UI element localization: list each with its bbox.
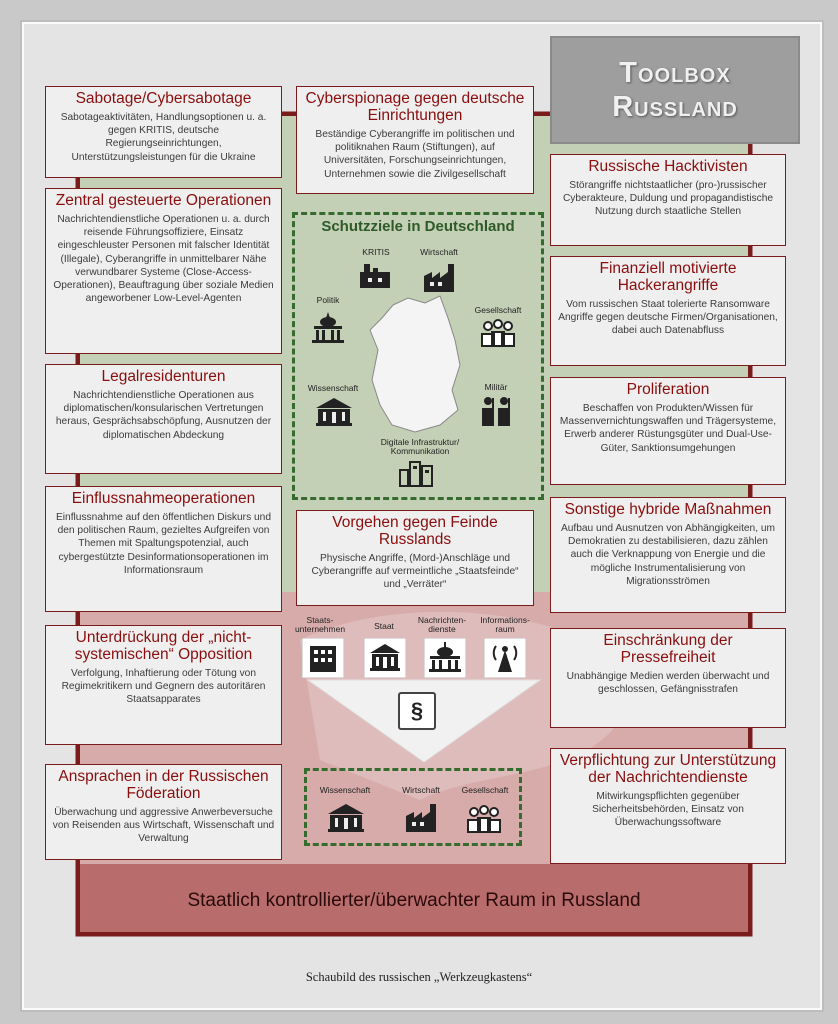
box-vorgehen-feinde <box>296 510 534 606</box>
box-sonstige-hybride <box>550 497 786 613</box>
box-zentral-gesteuert <box>45 188 282 354</box>
box-title: Cyberspionage gegen deutsche Einrichtungen <box>305 90 525 124</box>
box-sabotage <box>45 86 282 178</box>
box-text: Mitwirkungspflichten gegenüber Sicherheitsbehörden, Einsatz von Überwachungssoftware <box>592 791 744 829</box>
box-title: Ansprachen in der Russischen Föderation <box>58 768 269 802</box>
label-target-gesellschaft: Gesellschaft <box>461 785 509 795</box>
box-title: Proliferation <box>626 381 710 398</box>
box-proliferation <box>550 377 786 485</box>
box-title: Verpflichtung zur Unterstützung der Nachrichtendienste <box>559 752 777 786</box>
figure-caption: Schaubild des russischen „Werkzeugkastens“ <box>305 970 533 984</box>
box-text: Einflussnahme auf den öffentlichen Diskurs und den politischen Raum, gezieltes Aufgreifen von Themen mit Spaltungspotenzial, auch cybergestützte Desinformationsoperationen im Informationsraum <box>55 512 271 576</box>
box-legalresidenturen <box>45 364 282 474</box>
target-factory-icon <box>404 800 440 834</box>
box-cyberspionage <box>296 86 534 194</box>
box-text: Vom russischen Staat tolerierte Ransomware Angriffe gegen deutsche Firmen/Organisationen, dabei auch Datenabfluss <box>558 299 778 337</box>
intelligence-building-icon <box>424 638 466 678</box>
box-text: Überwachung und aggressive Anwerbeversuche von Reisenden aus Wirtschaft, Wissenschaft und Verwaltung <box>52 807 275 845</box>
label-target-wirtschaft: Wirtschaft <box>402 785 440 795</box>
label-gesellschaft: Gesellschaft <box>474 305 522 315</box>
box-title: Legalresidenturen <box>101 368 226 385</box>
box-text: Sabotageaktivitäten, Handlungsoptionen u. a. gegen KRITIS, deutsche Regierungseinrichtungen, Unterstützungsleistungen für die Ukraine <box>60 112 267 163</box>
people-group-icon <box>478 318 518 348</box>
target-university-icon <box>326 802 366 834</box>
label-digital: Digitale Infrastruktur/ Kommunikation <box>380 437 460 456</box>
label-informationsraum: Informations- raum <box>480 615 530 634</box>
box-verpflichtung <box>550 748 786 864</box>
toolbox-title: Toolbox Russland <box>550 36 800 144</box>
university-building-icon <box>314 396 354 428</box>
box-text: Aufbau und Ausnutzen von Abhängigkeiten, um Demokratien zu destabilisieren, dazu zählen auch die Verknappung von Energie und die mögliche Instrumentalisierung von Migrationsströmen <box>560 523 776 587</box>
box-text: Verfolgung, Inhaftierung oder Tötung von Regimekritikern und Gegnern des autoritären Staatsapparates <box>61 668 266 706</box>
box-unterdrueckung <box>45 625 282 745</box>
target-people-icon <box>464 804 504 834</box>
military-soldiers-icon <box>476 394 516 428</box>
government-building-icon <box>310 310 346 344</box>
box-text: Unabhängige Medien werden überwacht und geschlossen, Gefängnisstrafen <box>566 671 770 696</box>
digital-city-icon <box>398 456 436 488</box>
box-title: Unterdrückung der „nicht-systemischen“ Opposition <box>74 629 253 663</box>
label-politik: Politik <box>316 295 340 305</box>
label-wirtschaft: Wirtschaft <box>420 247 458 257</box>
box-title: Sabotage/Cybersabotage <box>75 90 252 107</box>
factory-wirtschaft-icon <box>422 260 458 294</box>
box-title: Einflussnahmeoperationen <box>71 490 256 507</box>
schutzziele-title: Schutzziele in Deutschland <box>321 218 515 235</box>
box-text: Physische Angriffe, (Mord-)Anschläge und Cyberangriffe auf vermeintliche „Staatsfeinde“ und „Verräter“ <box>311 553 519 591</box>
box-pressefreiheit <box>550 628 786 728</box>
box-ansprachen <box>45 764 282 860</box>
box-text: Beschaffen von Produkten/Wissen für Massenvernichtungswaffen und Trägersysteme, Erwerb anderer Rüstungsgüter und Dual-Use-Güter, Sanktionsumgehungen <box>559 403 777 454</box>
box-text: Beständige Cyberangriffe im politischen und politiknahen Raum (Stiftungen), auf Universitäten, Forschungseinrichtungen, Unternehmen sowie die Zivilgesellschaft <box>315 129 515 180</box>
box-hacktivisten <box>550 154 786 246</box>
label-staatsunternehmen: Staats- unternehmen <box>294 615 346 634</box>
box-title: Einschränkung der Pressefreiheit <box>603 632 733 666</box>
factory-kritis-icon <box>358 260 394 290</box>
label-wissenschaft: Wissenschaft <box>307 383 359 393</box>
state-building-icon <box>364 638 406 678</box>
law-paragraph-icon: § <box>398 692 436 730</box>
label-target-wissenschaft: Wissenschaft <box>319 785 371 795</box>
box-einflussnahme <box>45 486 282 612</box>
box-title: Russische Hacktivisten <box>588 158 748 175</box>
box-title: Sonstige hybride Maßnahmen <box>564 501 772 518</box>
box-title: Zentral gesteuerte Operationen <box>55 192 272 209</box>
box-title: Vorgehen gegen Feinde Russlands <box>332 514 498 548</box>
russia-space-label: Staatlich kontrollierter/überwachter Raum in Russland <box>187 890 641 911</box>
broadcast-tower-icon <box>484 638 526 678</box>
box-text: Nachrichtendienstliche Operationen u. a. durch reisende Führungsoffiziere, Einsatz eingeschleuster Personen mit falscher Identität (Illegale), Cyberangriffe in unmittelbarer Nähe verwundbarer Systeme (Close-Access-Operationen), Beauftragung über soziale Medien angeworbener Low-Level-Agenten <box>53 214 274 305</box>
state-company-icon <box>302 638 344 678</box>
box-finanziell <box>550 256 786 366</box>
label-kritis: KRITIS <box>362 247 390 257</box>
label-militaer: Militär <box>484 382 508 392</box>
box-text: Nachrichtendienstliche Operationen aus diplomatischen/konsularischen Vertretungen heraus, Gesprächsabschöpfung, Ausnutzen der diplomatischen Abdeckung <box>55 390 272 441</box>
label-staat: Staat <box>374 621 394 631</box>
label-nachrichtendienste: Nachrichten- dienste <box>417 615 467 634</box>
box-title: Finanziell motivierte Hackerangriffe <box>599 260 737 294</box>
box-text: Störangriffe nichtstaatlicher (pro-)russischer Cyberakteure, Duldung und propagandistische Nutzung durch staatliche Stellen <box>562 180 774 218</box>
